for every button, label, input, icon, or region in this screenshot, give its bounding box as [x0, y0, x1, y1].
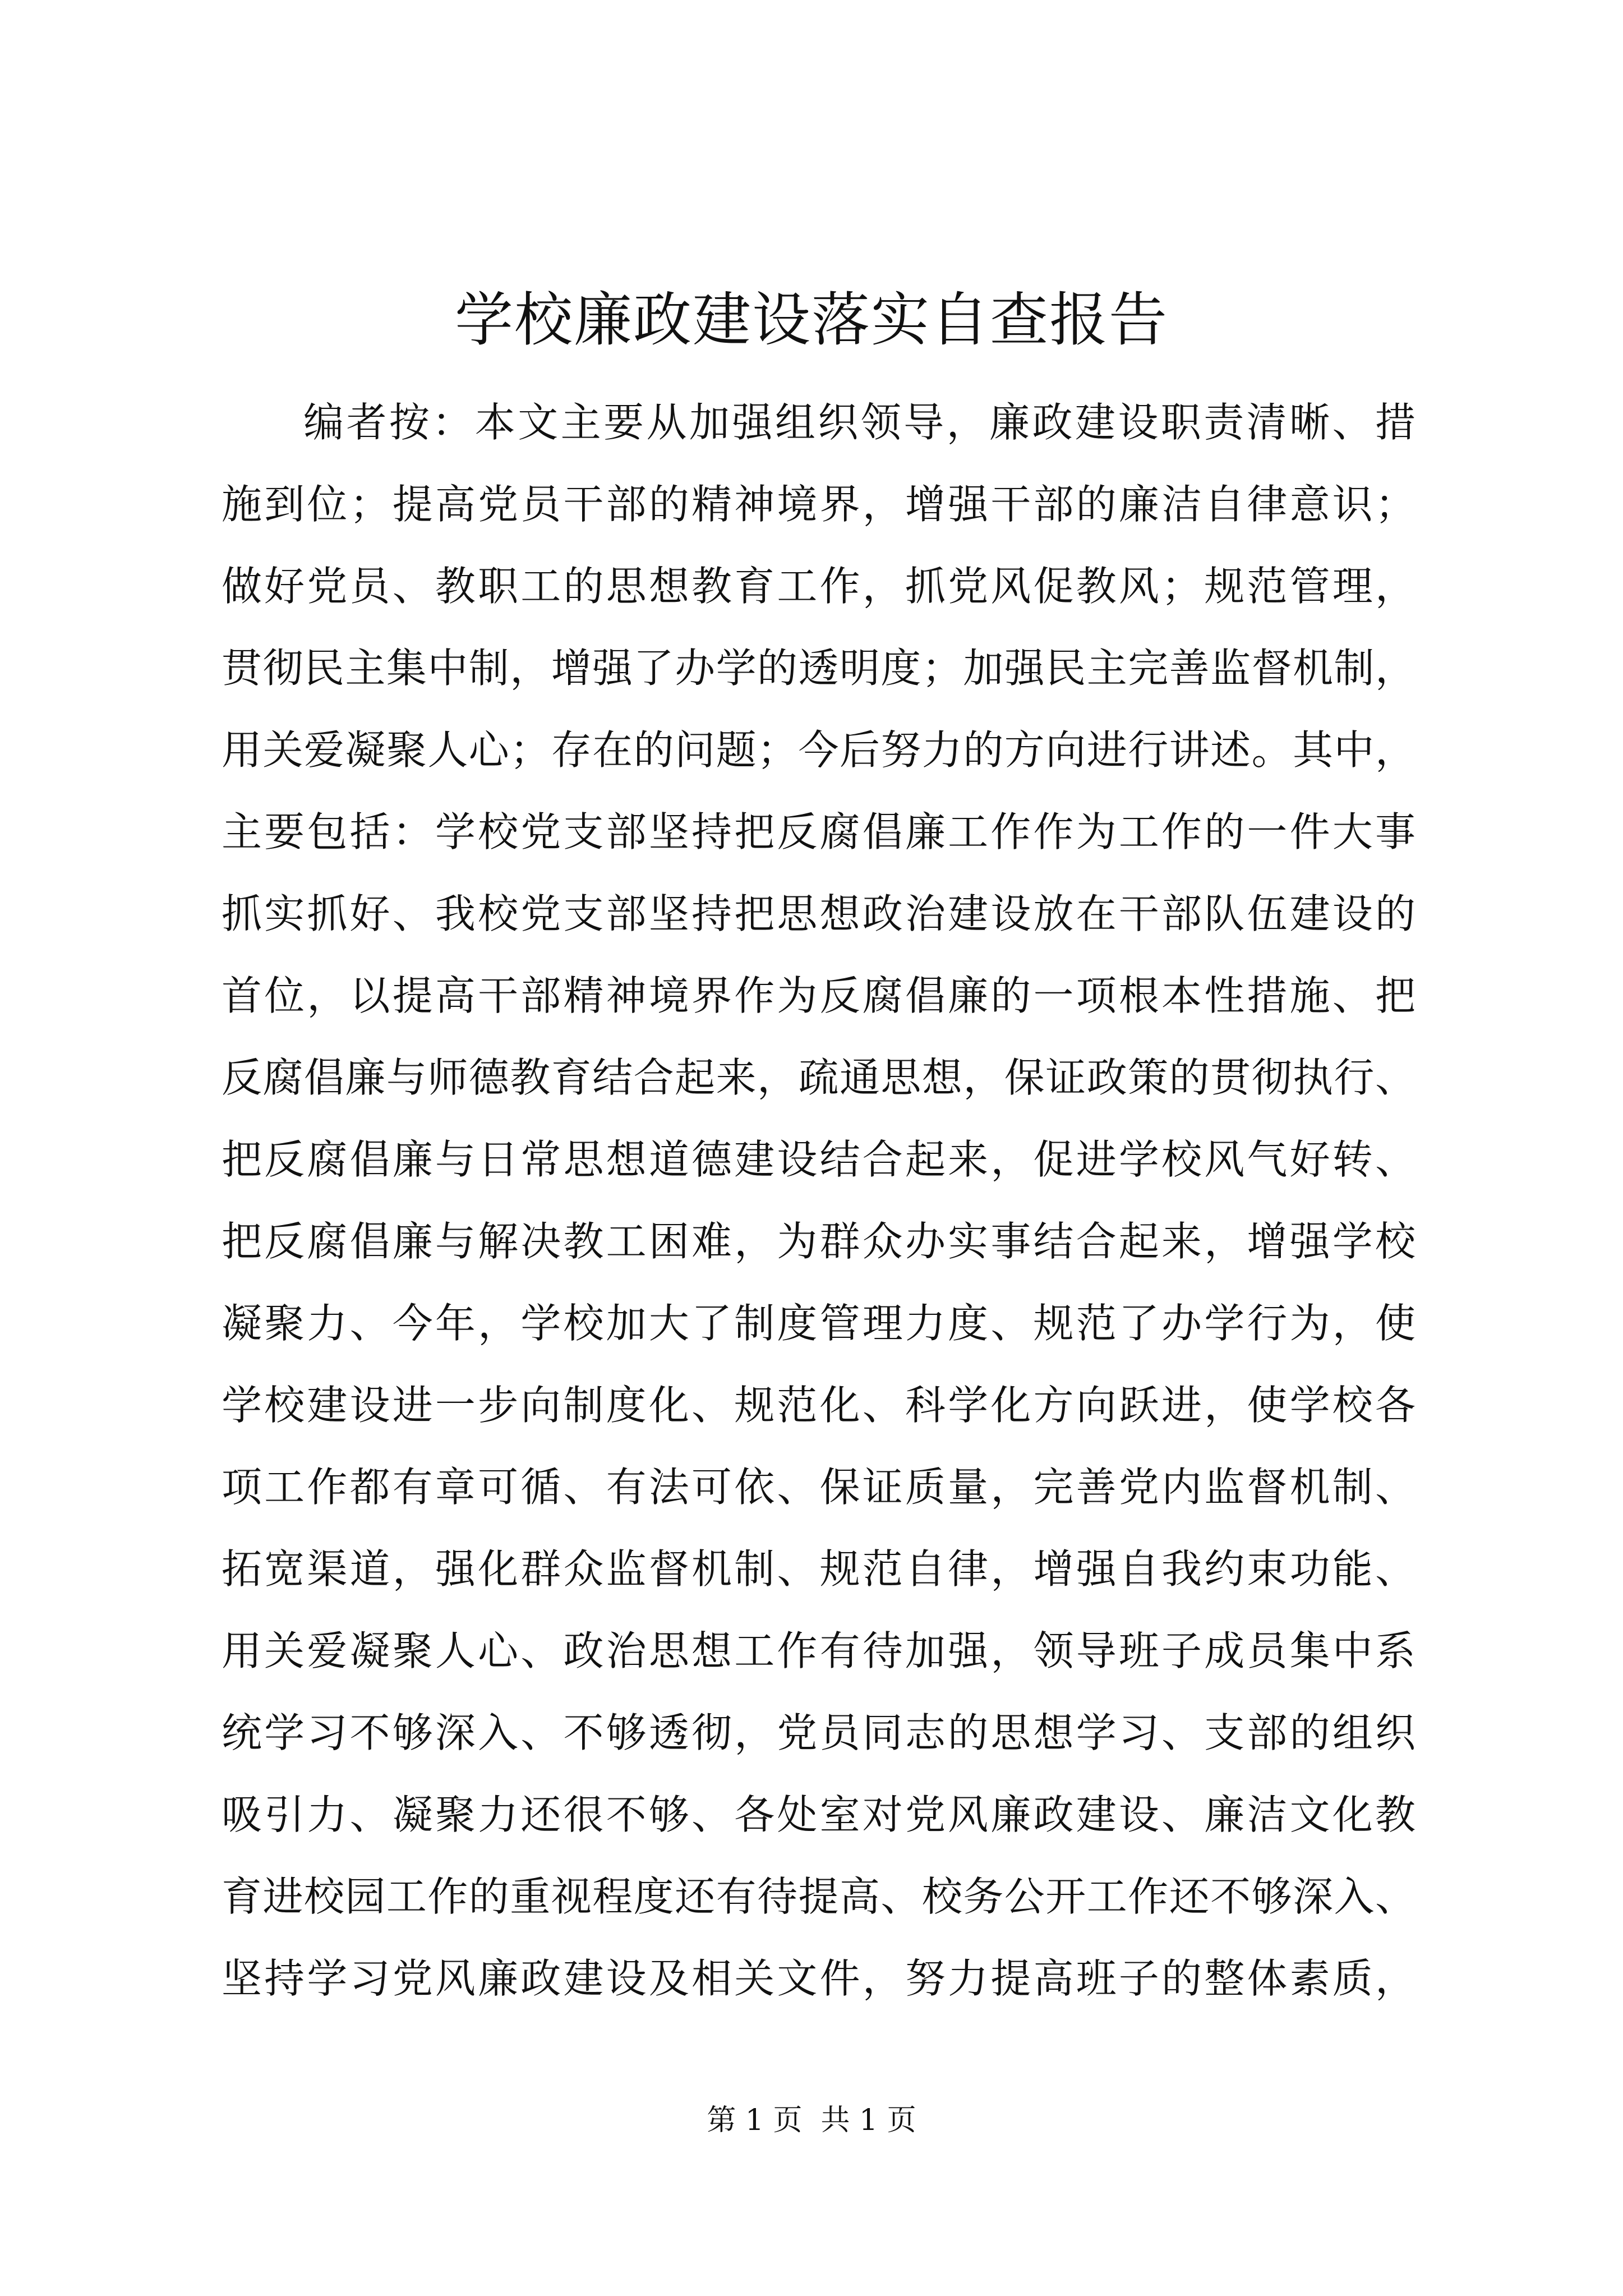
text-line: 项工作都有章可循、有法可依、保证质量，完善党内监督机制、	[222, 1464, 1416, 1511]
text-line: 施到位；提高党员干部的精神境界，增强干部的廉洁自律意识；	[222, 481, 1416, 528]
body-paragraph	[222, 381, 1416, 2019]
text-line: 抓实抓好、我校党支部坚持把思想政治建设放在干部队伍建设的	[222, 890, 1416, 937]
text-line: 主要包括：学校党支部坚持把反腐倡廉工作作为工作的一件大事	[222, 808, 1416, 855]
page-number: 第 1 页 共 1 页	[707, 2104, 916, 2137]
text-line: 用关爱凝聚人心；存在的问题；今后努力的方向进行讲述。其中，	[222, 726, 1416, 774]
page-title: 学校廉政建设落实自查报告	[454, 286, 1168, 354]
text-line: 育进校园工作的重视程度还有待提高、校务公开工作还不够深入、	[222, 1873, 1416, 1920]
text-line: 吸引力、凝聚力还很不够、各处室对党风廉政建设、廉洁文化教	[222, 1791, 1416, 1838]
text-line: 贯彻民主集中制，增强了办学的透明度；加强民主完善监督机制，	[222, 645, 1416, 692]
text-line: 反腐倡廉与师德教育结合起来，疏通思想，保证政策的贯彻执行、	[222, 1054, 1416, 1101]
text-line: 坚持学习党风廉政建设及相关文件，努力提高班子的整体素质，	[222, 1955, 1416, 2002]
text-line: 做好党员、教职工的思想教育工作，抓党风促教风；规范管理，	[222, 563, 1416, 610]
page-footer	[0, 2101, 1623, 2140]
text-line: 拓宽渠道，强化群众监督机制、规范自律，增强自我约束功能、	[222, 1545, 1416, 1593]
text-line: 学校建设进一步向制度化、规范化、科学化方向跃进，使学校各	[222, 1382, 1416, 1429]
text-line: 首位，以提高干部精神境界作为反腐倡廉的一项根本性措施、把	[222, 972, 1416, 1019]
text-line: 统学习不够深入、不够透彻，党员同志的思想学习、支部的组织	[222, 1709, 1416, 1756]
text-line: 用关爱凝聚人心、政治思想工作有待加强，领导班子成员集中系	[222, 1627, 1416, 1674]
text-line: 编者按：本文主要从加强组织领导，廉政建设职责清晰、措	[303, 399, 1416, 446]
text-line: 凝聚力、今年，学校加大了制度管理力度、规范了办学行为，使	[222, 1300, 1416, 1347]
text-line: 把反腐倡廉与解决教工困难，为群众办实事结合起来，增强学校	[222, 1218, 1416, 1265]
text-line: 把反腐倡廉与日常思想道德建设结合起来，促进学校风气好转、	[222, 1136, 1416, 1183]
